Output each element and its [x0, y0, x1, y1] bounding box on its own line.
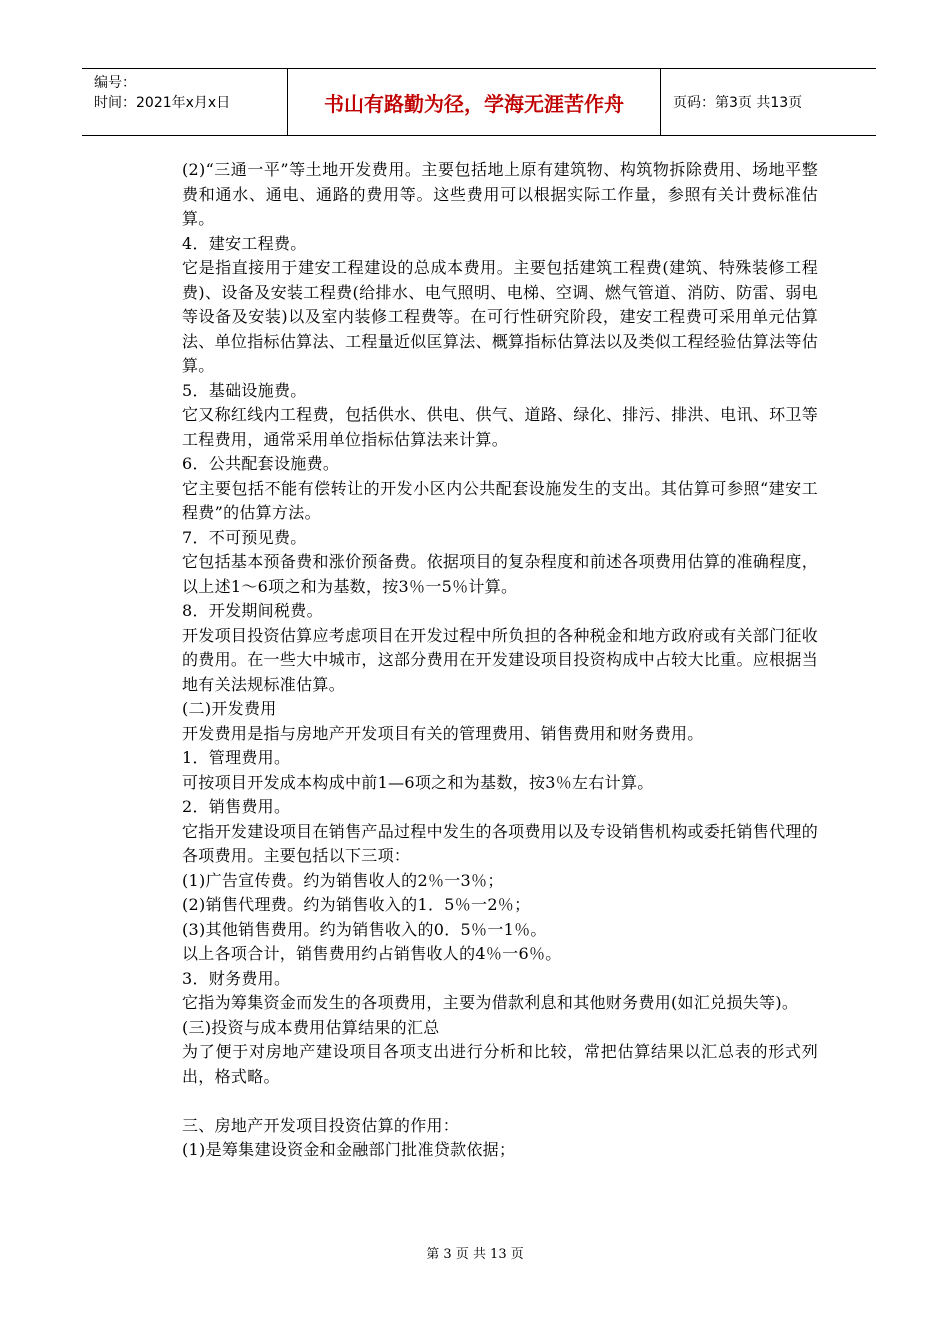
header-meta	[82, 69, 288, 135]
section-heading: 5．基础设施费。	[182, 380, 307, 400]
body-paragraph: 可按项目开发成本构成中前1—6项之和为基数，按3％左右计算。	[182, 772, 654, 792]
section-heading: 7．不可预见费。	[182, 527, 307, 547]
body-paragraph: (2)“三通一平”等土地开发费用。主要包括地上原有建筑物、构筑物拆除费用、场地平整费和通水、通电、通路的费用等。这些费用可以根据实际工作量，参照有关计费标准估算。	[182, 160, 818, 228]
body-paragraph: 开发费用是指与房地产开发项目有关的管理费用、销售费用和财务费用。	[182, 723, 704, 743]
section-heading: 3．财务费用。	[182, 968, 291, 988]
page-footer: 第 3 页 共 13 页	[426, 1247, 524, 1262]
header-page-info: 页码：第3页 共13页	[673, 95, 803, 111]
header-motto: 书山有路勤为径，学海无涯苦作舟	[288, 69, 661, 135]
document-time-label: 时间：2021年x月x日	[94, 95, 231, 111]
body-paragraph: 它又称红线内工程费，包括供水、供电、供气、道路、绿化、排污、排洪、电讯、环卫等工程费用，通常采用单位指标估算法来计算。	[182, 405, 818, 449]
section-heading: 8．开发期间税费。	[182, 601, 323, 620]
body-paragraph: 它指为筹集资金而发生的各项费用，主要为借款利息和其他财务费用(如汇兑损失等)。	[182, 993, 799, 1012]
section-heading: 6．公共配套设施费。	[182, 454, 340, 473]
section-heading: (三)投资与成本费用估算结果的汇总	[182, 1017, 440, 1037]
page-header	[82, 68, 876, 136]
list-item: (2)销售代理费。约为销售收入的1．5％一2％；	[182, 895, 531, 914]
section-heading: 三、房地产开发项目投资估算的作用：	[182, 1115, 460, 1135]
list-item: (1)是筹集建设资金和金融部门批准贷款依据；	[182, 1140, 516, 1159]
list-item: (3)其他销售费用。约为销售收入的0．5％一1％。	[182, 919, 547, 939]
document-body	[182, 158, 818, 1163]
body-paragraph: 它是指直接用于建安工程建设的总成本费用。主要包括建筑工程费(建筑、特殊装修工程费)、设备及安装工程费(给排水、电气照明、电梯、空调、燃气管道、消防、防雷、弱电等设备及安装)以及室内装修工程费等。在可行性研究阶段，建安工程费可采用单元估算法、单位指标估算法、工程量近似匡算法、概算指标估算法以及类似工程经验估算法等估算。	[182, 258, 818, 375]
body-paragraph: 开发项目投资估算应考虑项目在开发过程中所负担的各种税金和地方政府或有关部门征收的费用。在一些大中城市，这部分费用在开发建设项目投资构成中占较大比重。应根据当地有关法规标准估算。	[182, 625, 818, 694]
section-heading: (二)开发费用	[182, 699, 277, 718]
document-number-label: 编号：	[94, 75, 136, 91]
section-heading: 4．建安工程费。	[182, 233, 307, 253]
body-paragraph: 为了便于对房地产建设项目各项支出进行分析和比较，常把估算结果以汇总表的形式列出，格式略。	[182, 1042, 818, 1086]
body-paragraph: 它指开发建设项目在销售产品过程中发生的各项费用以及专设销售机构或委托销售代理的各项费用。主要包括以下三项：	[182, 821, 818, 865]
blank-line	[182, 1089, 818, 1114]
body-paragraph: 它包括基本预备费和涨价预备费。依据项目的复杂程度和前述各项费用估算的准确程度，以上述1～6项之和为基数，按3％一5％计算。	[182, 552, 818, 596]
body-paragraph: 它主要包括不能有偿转让的开发小区内公共配套设施发生的支出。其估算可参照“建安工程费”的估算方法。	[182, 478, 818, 522]
body-paragraph: 以上各项合计，销售费用约占销售收人的4％一6％。	[182, 944, 562, 963]
section-heading: 2．销售费用。	[182, 797, 291, 816]
list-item: (1)广告宣传费。约为销售收人的2％一3％；	[182, 870, 504, 890]
section-heading: 1．管理费用。	[182, 748, 291, 767]
